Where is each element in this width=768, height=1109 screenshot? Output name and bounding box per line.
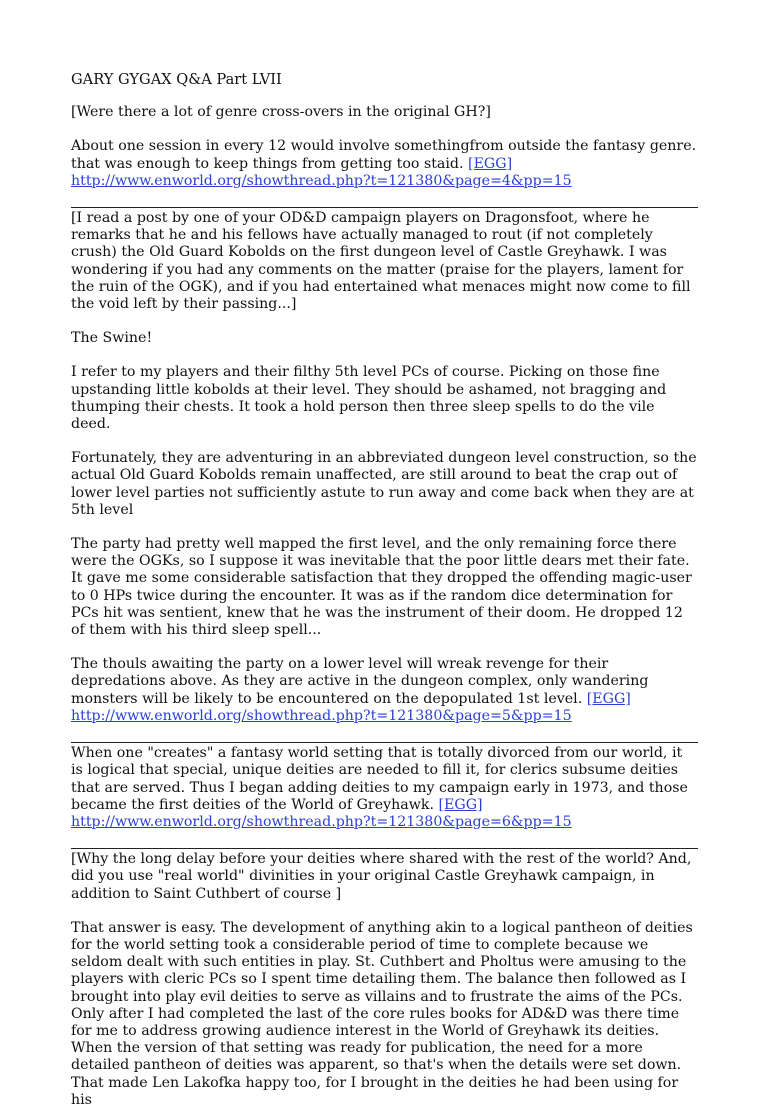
answer-deity-delay: That answer is easy. The development of anything akin to a logical pantheon of deities for the world setting took a considerable period of time to complete because we seldom dealt with such entities in play. St. Cuthbert and Pholtus were amusing to the players with cleric PCs so I spent time detailing them. The balance then followed as I brought into play evil deities to serve as villains and to frustrate the aims of the PCs. Only after I had completed the last of the core rules books for AD&D was there time for me to address growing audience interest in the World of Greyhawk its deities. When the version of that setting was ready for publication, the need for a more detailed pantheon of deities was apparent, so that's when the details were set down. That made Len Lakofka happy too, for I brought in the deities he had been using for his [71,919,693,1108]
answer-paragraph: Fortunately, they are adventuring in an abbreviated dungeon level construction, so the actual Old Guard Kobolds remain unaffected, are still around to beat the crap out of lower level parties not sufficiently astute to run away and come back when they are at 5th level [71,450,697,518]
answer-paragraph: The party had pretty well mapped the first level, and the only remaining force there were the OGKs, so I suppose it was inevitable that the poor little dears met their fate. It gave me some considerable satisfaction that they dropped the offending magic-user to 0 HPs twice during the encounter. It was as if the random dice determination for PCs hit was sentient, knew that he was the instrument of their doom. He dropped 12 of them with his third sleep spell... [71,536,692,639]
egg-source-link-page-6[interactable]: [EGG] http://www.enworld.org/showthread.php?t=121380&page=6&pp=15 [71,796,572,830]
section-divider [71,742,698,743]
question-old-guard-kobolds: [I read a post by one of your OD&D campaign players on Dragonsfoot, where he remarks that he and his fellows have actually managed to rout (if not completely crush) the Old Guard Kobolds on the first dungeon level of Castle Greyhawk. I was wondering if you had any comments on the matter (praise for the players, lament for the ruin of the OGK), and if you had entertained what menaces might now come to fill the void left by their passing...] [71,210,691,313]
answer-text: When one "creates" a fantasy world setting that is totally divorced from our world, it is logical that special, unique deities are needed to fill it, for clerics subsume deities that are served. Thus I began adding deities to my campaign early in 1973, and those became the first deities of the World of Greyhawk. [71,745,688,813]
egg-source-link-page-4[interactable]: [EGG] http://www.enworld.org/showthread.php?t=121380&page=4&pp=15 [71,155,572,189]
section-divider [71,848,698,849]
question-genre-crossovers: [Were there a lot of genre cross-overs in the original GH?] [71,104,491,121]
egg-source-link-page-5[interactable]: [EGG] http://www.enworld.org/showthread.php?t=121380&page=5&pp=15 [71,690,631,724]
answer-paragraph: The Swine! [71,330,153,347]
statement-deities [71,745,698,831]
answer-genre-crossovers [71,138,698,190]
document-title: GARY GYGAX Q&A Part LVII [71,71,282,88]
question-deity-delay: [Why the long delay before your deities where shared with the rest of the world? And, did you use "real world" divinities in your original Castle Greyhawk campaign, in addition to Saint Cuthbert of course ] [71,851,692,902]
answer-text: The thouls awaiting the party on a lower level will wreak revenge for their depredations above. As they are active in the dungeon complex, only wandering monsters will be likely to be encountered on the depopulated 1st level. [71,656,649,707]
answer-paragraph [71,656,698,725]
answer-text: About one session in every 12 would involve somethingfrom outside the fantasy genre. that was enough to keep things from getting too staid. [71,138,697,172]
section-divider [71,207,698,208]
answer-paragraph: I refer to my players and their filthy 5th level PCs of course. Picking on those fine upstanding little kobolds at their level. They should be ashamed, not bragging and thumping their chests. It took a hold person then three sleep spells to do the vile deed. [71,364,667,433]
